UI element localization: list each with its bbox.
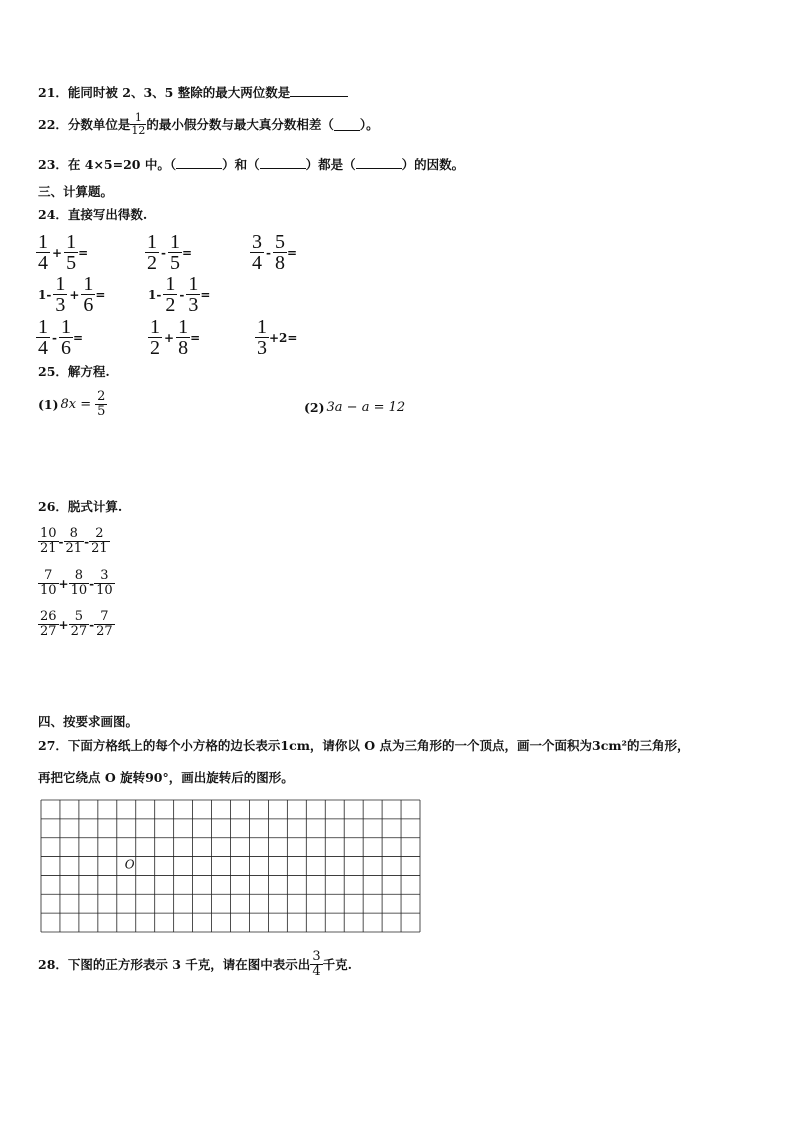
answer-blank-22[interactable] bbox=[334, 118, 360, 131]
section-4-heading: 四、按要求画图。 bbox=[38, 714, 139, 729]
fraction bbox=[38, 610, 59, 639]
arithmetic-exercise bbox=[36, 274, 105, 315]
fraction-numerator: 3 bbox=[252, 231, 262, 253]
arithmetic-exercise bbox=[36, 317, 83, 358]
operator: - bbox=[89, 576, 95, 591]
question-23-part1: 23．在 4×5=20 中。（ bbox=[38, 157, 177, 172]
fraction-3-4 bbox=[310, 950, 322, 979]
fraction-numerator: 1 bbox=[147, 231, 157, 253]
equation-1-fraction bbox=[95, 390, 107, 419]
equation-2 bbox=[304, 400, 405, 416]
equation-2-expression: 3a − a = 12 bbox=[326, 400, 406, 415]
question-28-prefix: 28．下图的正方形表示 3 千克，请在图中表示出 bbox=[38, 956, 311, 972]
fraction-denominator: 4 bbox=[312, 964, 321, 979]
fraction-denominator: 4 bbox=[38, 337, 48, 359]
fraction-denominator: 8 bbox=[178, 337, 189, 359]
fraction bbox=[250, 232, 264, 273]
arithmetic-exercise bbox=[255, 317, 297, 358]
question-23-part3: ）都是（ bbox=[305, 157, 356, 172]
fraction bbox=[36, 232, 50, 273]
fraction-denominator: 5 bbox=[169, 252, 180, 274]
section-3-heading: 三、计算题。 bbox=[38, 184, 114, 199]
fraction bbox=[69, 610, 90, 639]
expression-tail: = bbox=[72, 330, 84, 345]
fraction-denominator: 21 bbox=[91, 541, 108, 556]
fraction bbox=[38, 527, 59, 556]
fraction-denominator: 3 bbox=[55, 294, 66, 316]
expression-prefix: 1- bbox=[38, 287, 52, 302]
fraction-numerator: 1 bbox=[257, 316, 267, 338]
answer-blank-23c[interactable] bbox=[356, 156, 402, 169]
fraction-numerator: 1 bbox=[83, 273, 94, 295]
arithmetic-exercise bbox=[250, 232, 297, 273]
fraction-denominator: 4 bbox=[38, 252, 48, 274]
operator: + bbox=[58, 617, 69, 632]
question-28-suffix: 千克. bbox=[322, 956, 352, 972]
fraction-numerator: 1 bbox=[150, 316, 160, 338]
fraction bbox=[36, 317, 50, 358]
step-calculation bbox=[38, 527, 110, 556]
question-26-title: 26．脱式计算. bbox=[38, 499, 123, 514]
fraction-numerator: 1 bbox=[169, 231, 180, 253]
fraction-denominator: 2 bbox=[150, 337, 160, 359]
fraction-denominator: 2 bbox=[165, 294, 176, 316]
expression-tail: +2= bbox=[269, 330, 298, 345]
arithmetic-exercise bbox=[145, 232, 192, 273]
fraction bbox=[89, 527, 110, 556]
fraction-denominator: 21 bbox=[65, 541, 83, 556]
fraction bbox=[81, 274, 95, 315]
fraction-numerator: 1 bbox=[165, 273, 176, 295]
expression-prefix: 1- bbox=[148, 287, 162, 302]
fraction-numerator: 1 bbox=[60, 316, 71, 338]
fraction bbox=[145, 232, 159, 273]
fraction-denominator: 3 bbox=[188, 294, 199, 316]
fraction-denominator: 10 bbox=[96, 583, 113, 598]
fraction bbox=[94, 610, 115, 639]
operator: - bbox=[52, 330, 57, 345]
fraction-denominator: 10 bbox=[40, 583, 57, 598]
fraction bbox=[186, 274, 200, 315]
operator: - bbox=[266, 245, 271, 260]
expression-tail: = bbox=[181, 245, 193, 260]
operator: - bbox=[89, 617, 95, 632]
fraction bbox=[163, 274, 177, 315]
question-27-line2: 再把它绕点 O 旋转90°，画出旋转后的图形。 bbox=[38, 770, 294, 785]
fraction-denominator: 12 bbox=[131, 124, 146, 137]
fraction-denominator: 2 bbox=[147, 252, 157, 274]
fraction-numerator: 26 bbox=[40, 609, 57, 624]
equation-1-label: (1) bbox=[38, 396, 59, 412]
fraction bbox=[64, 527, 85, 556]
operator: - bbox=[179, 287, 185, 302]
equation-1 bbox=[38, 390, 107, 419]
fraction bbox=[69, 569, 90, 598]
arithmetic-exercise bbox=[36, 232, 88, 273]
operator: + bbox=[58, 576, 69, 591]
answer-blank-23b[interactable] bbox=[260, 156, 306, 169]
question-21 bbox=[38, 84, 348, 101]
arithmetic-exercise bbox=[146, 274, 210, 315]
fraction-numerator: 1 bbox=[38, 316, 48, 338]
fraction-numerator: 8 bbox=[74, 568, 84, 583]
fraction-numerator: 1 bbox=[178, 316, 189, 338]
fraction bbox=[273, 232, 287, 273]
answer-blank-23a[interactable] bbox=[176, 156, 222, 169]
fraction-denominator: 27 bbox=[70, 624, 88, 639]
fraction-numerator: 10 bbox=[40, 526, 57, 541]
fraction-denominator: 4 bbox=[252, 252, 262, 274]
point-o-label: O bbox=[124, 857, 135, 872]
equation-1-lhs: 8x = bbox=[60, 396, 92, 412]
question-23-part4: ）的因数。 bbox=[401, 157, 465, 172]
expression-tail: = bbox=[78, 245, 89, 260]
arithmetic-exercise bbox=[148, 317, 200, 358]
question-22-suffix: ）。 bbox=[359, 116, 379, 132]
fraction-denominator: 6 bbox=[83, 294, 94, 316]
fraction-numerator: 1 bbox=[134, 111, 142, 124]
fraction-denominator: 6 bbox=[60, 337, 71, 359]
square-grid-paper[interactable] bbox=[40, 799, 421, 933]
fraction bbox=[64, 232, 78, 273]
fraction-denominator: 3 bbox=[257, 337, 267, 359]
operator: + bbox=[52, 245, 63, 260]
question-22-middle: 的最小假分数与最大真分数相差（ bbox=[146, 116, 334, 132]
operator: + bbox=[164, 330, 175, 345]
fraction bbox=[53, 274, 67, 315]
fraction bbox=[59, 317, 73, 358]
expression-tail: = bbox=[286, 245, 298, 260]
fraction-denominator: 5 bbox=[97, 404, 106, 419]
operator: + bbox=[69, 287, 80, 302]
fraction-numerator: 7 bbox=[100, 609, 109, 624]
fraction-numerator: 3 bbox=[312, 949, 321, 964]
operator: - bbox=[161, 245, 166, 260]
fraction-numerator: 5 bbox=[274, 231, 285, 253]
fraction-denominator: 5 bbox=[66, 252, 77, 274]
fraction-numerator: 1 bbox=[38, 231, 48, 253]
fraction bbox=[94, 569, 115, 598]
question-24-title: 24．直接写出得数. bbox=[38, 207, 148, 222]
question-27-line1: 27．下面方格纸上的每个小方格的边长表示1cm，请你以 O 点为三角形的一个顶点，画一个面积为3cm²的三角形， bbox=[38, 738, 690, 753]
fraction bbox=[148, 317, 162, 358]
equation-2-label: (2) bbox=[304, 400, 325, 415]
fraction-numerator: 5 bbox=[74, 609, 84, 624]
fraction-numerator: 1 bbox=[66, 231, 77, 253]
fraction-numerator: 2 bbox=[95, 526, 104, 541]
fraction bbox=[255, 317, 269, 358]
expression-tail: = bbox=[190, 330, 201, 345]
question-21-text: 21．能同时被 2、3、5 整除的最大两位数是 bbox=[38, 85, 291, 100]
step-calculation bbox=[38, 610, 115, 639]
fraction-numerator: 3 bbox=[100, 568, 109, 583]
question-25-title: 25．解方程. bbox=[38, 364, 110, 379]
question-22 bbox=[38, 112, 379, 137]
fraction-denominator: 27 bbox=[96, 624, 113, 639]
question-23-part2: ）和（ bbox=[222, 157, 260, 172]
fraction-denominator: 21 bbox=[40, 541, 57, 556]
fraction-numerator: 2 bbox=[97, 389, 106, 404]
operator: - bbox=[58, 534, 64, 549]
fraction-numerator: 1 bbox=[188, 273, 199, 295]
fraction bbox=[168, 232, 182, 273]
fraction-numerator: 1 bbox=[55, 273, 66, 295]
fraction-denominator: 8 bbox=[274, 252, 285, 274]
question-28 bbox=[38, 950, 352, 979]
fraction-denominator: 10 bbox=[70, 583, 88, 598]
expression-tail: = bbox=[95, 287, 106, 302]
answer-blank-21[interactable] bbox=[290, 84, 348, 97]
fraction-numerator: 7 bbox=[44, 568, 53, 583]
fraction-numerator: 8 bbox=[69, 526, 78, 541]
fraction bbox=[176, 317, 190, 358]
fraction-1-12 bbox=[130, 112, 146, 137]
question-23 bbox=[38, 156, 464, 173]
step-calculation bbox=[38, 569, 115, 598]
expression-tail: = bbox=[200, 287, 211, 302]
question-22-prefix: 22．分数单位是 bbox=[38, 116, 131, 132]
fraction bbox=[38, 569, 59, 598]
fraction-denominator: 27 bbox=[40, 624, 57, 639]
operator: - bbox=[84, 534, 90, 549]
